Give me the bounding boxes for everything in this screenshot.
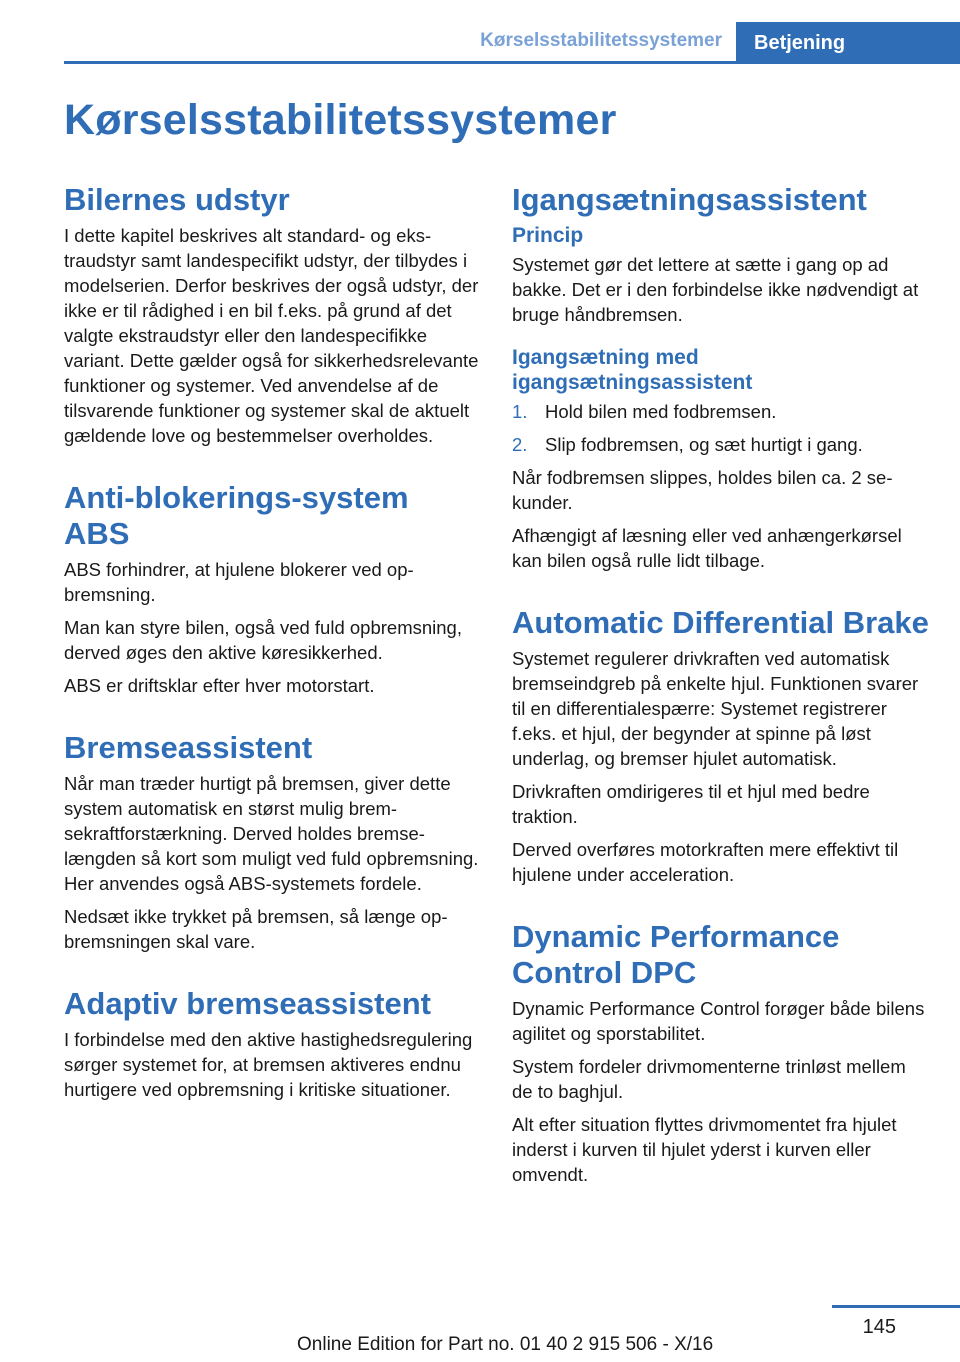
step-number: 2. xyxy=(512,434,528,455)
paragraph: Når man træder hurtigt på bremsen, giver dette system automatisk en størst mulig bremsekraftforstærkning. Derved holdes bremselængden så kort som muligt ved fuld opbremsning. Her anvendes også ABS-systemets fordele. xyxy=(64,773,479,894)
paragraph: Derved overføres motorkraften mere effektivt til hjulene under acceleration. xyxy=(512,839,899,885)
paragraph: Dynamic Performance Control forøger både bilens agilitet og sporstabilitet. xyxy=(512,998,925,1044)
heading-automatic-differential-brake: Automatic Differential Brake xyxy=(512,605,929,640)
page-title: Kørselsstabilitetssystemer xyxy=(64,96,617,144)
page-number: 145 xyxy=(862,1316,896,1338)
subheading-igangsaetning: Igangsætning med igangsætningsassistent xyxy=(512,346,753,394)
step-list xyxy=(512,399,930,457)
header-chapter-tab: Betjening xyxy=(736,22,960,63)
paragraph: Systemet gør det lettere at sætte i gang op ad bakke. Det er i den forbindelse ikke nødvendigt at bruge håndbremsen. xyxy=(512,254,919,325)
step-number: 1. xyxy=(512,401,528,422)
paragraph: I forbindelse med den aktive hastighedsregulering sørger systemet for, at bremsen aktiveres endnu hurtigere ved opbremsning i kritiske situationer. xyxy=(64,1029,473,1100)
left-column xyxy=(64,182,480,1110)
subheading-princip: Princip xyxy=(512,224,584,247)
paragraph: Afhængigt af læsning eller ved anhængerkørsel kan bilen også rulle lidt tilbage. xyxy=(512,525,902,571)
edition-note: Online Edition for Part no. 01 40 2 915 506 - X/16 xyxy=(297,1334,714,1355)
paragraph: Drivkraften omdirigeres til et hjul med bedre traktion. xyxy=(512,781,870,827)
paragraph: ABS er driftsklar efter hver motorstart. xyxy=(64,675,375,696)
heading-igangsaetningsassistent: Igangsætningsassistent xyxy=(512,182,867,217)
paragraph: Systemet regulerer drivkraften ved automatisk bremseindgreb på enkelte hjul. Funktionen svarer til en differentialespærre: Systemet registrerer f.eks. et hjul, der begynder at spinne på løst underlag, og bremser hjulet automatisk. xyxy=(512,648,919,769)
right-column xyxy=(512,182,930,1195)
heading-bremseassistent: Bremseassistent xyxy=(64,730,313,765)
footer-rule xyxy=(832,1305,960,1308)
step-text: Hold bilen med fodbremsen. xyxy=(545,401,777,422)
list-item xyxy=(512,399,930,424)
header-section-title: Kørselsstabilitetssystemer xyxy=(480,30,722,51)
paragraph: Man kan styre bilen, også ved fuld opbremsning, derved øges den aktive køresikkerhed. xyxy=(64,617,462,663)
paragraph: I dette kapitel beskrives alt standard- og ekstraudstyr samt landespecifikt udstyr, der tilbydes i modelserien. Derfor beskrives der også udstyr, der ikke er til rådighed i en bil f.eks. på grund af det valgte ekstraudstyr eller den landespecifikke variant. Dette gælder også for sikkerhedsrelevante funktioner og systemer. Ved anvendelse af de tilsvarende funktioner og systemer skal de aktuelt gældende love og bestemmelser overholdes. xyxy=(64,225,479,446)
heading-abs: Anti-blokerings-system ABS xyxy=(64,480,409,551)
paragraph: Alt efter situation flyttes drivmomentet fra hjulet inderst i kurven til hjulet yderst i kurven eller omvendt. xyxy=(512,1114,897,1185)
paragraph: Nedsæt ikke trykket på bremsen, så længe opbremsningen skal vare. xyxy=(64,906,448,952)
list-item xyxy=(512,432,930,457)
paragraph: Når fodbremsen slippes, holdes bilen ca. 2 sekunder. xyxy=(512,467,893,513)
paragraph: ABS forhindrer, at hjulene blokerer ved opbremsning. xyxy=(64,559,414,605)
heading-dynamic-performance-control: Dynamic Performance Control DPC xyxy=(512,919,840,990)
heading-bilernes-udstyr: Bilernes udstyr xyxy=(64,182,290,217)
step-text: Slip fodbremsen, og sæt hurtigt i gang. xyxy=(545,434,863,455)
paragraph: System fordeler drivmomenterne trinløst mellem de to baghjul. xyxy=(512,1056,906,1102)
heading-adaptiv-bremseassistent: Adaptiv bremseassistent xyxy=(64,986,431,1021)
